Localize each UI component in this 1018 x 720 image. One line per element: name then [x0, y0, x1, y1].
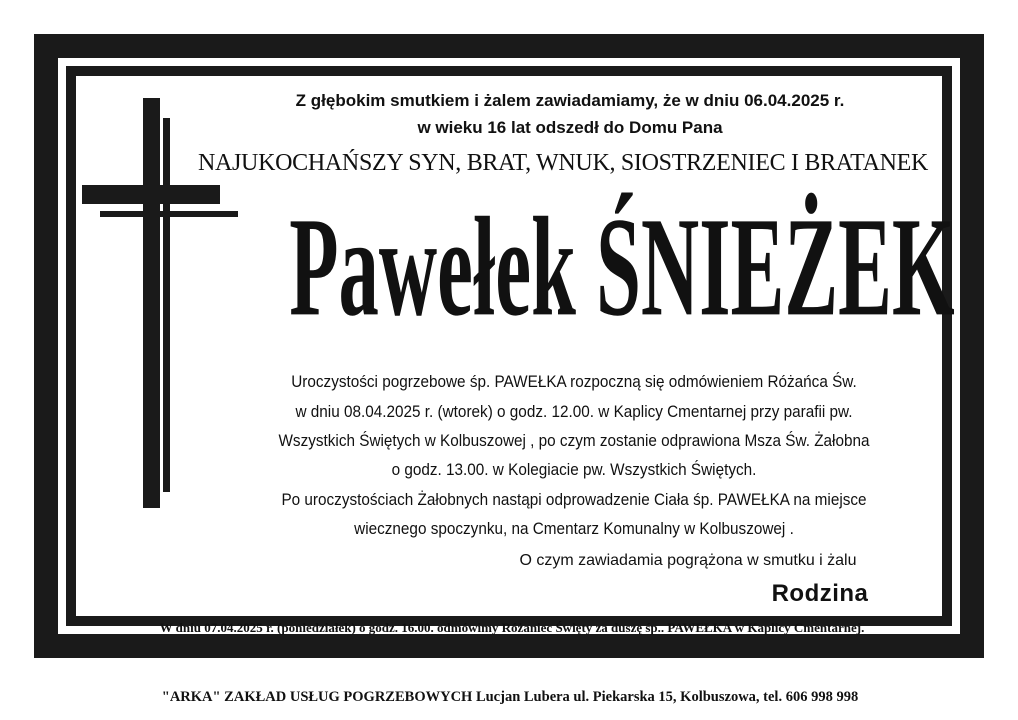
- intro-line-2: w wieku 16 lat odszedł do Domu Pana: [417, 118, 723, 137]
- cross-horizontal-bar: [82, 185, 220, 204]
- family-signature: Rodzina: [771, 580, 869, 607]
- funeral-details-line: Wszystkich Świętych w Kolbuszowej , po czym zostanie odprawiona Msza Św. Żałobna: [278, 431, 870, 450]
- funeral-details-line: wiecznego spoczynku, na Cmentarz Komunalny w Kolbuszowej .: [354, 519, 794, 538]
- funeral-details-line: w dniu 08.04.2025 r. (wtorek) o godz. 12.00. w Kaplicy Cmentarnej przy parafii pw.: [295, 402, 853, 421]
- funeral-details-line: Po uroczystościach Żałobnych nastąpi odprowadzenie Ciała śp. PAWEŁKA na miejsce: [281, 490, 867, 509]
- relations-line: NAJUKOCHAŃSZY SYN, BRAT, WNUK, SIOSTRZENIEC I BRATANEK: [197, 150, 929, 176]
- notify-line: O czym zawiadamia pogrążona w smutku i żalu: [519, 552, 857, 569]
- cross-horizontal-shadow: [100, 211, 238, 217]
- funeral-details-line: Uroczystości pogrzebowe śp. PAWEŁKA rozpoczną się odmówieniem Różańca Św.: [291, 372, 857, 391]
- cross-vertical-shadow: [163, 118, 170, 492]
- rosary-note: W dniu 07.04.2025 r. (poniedziałek) o godz. 16.00. odmówimy Różaniec Święty za duszę śp.. PAWEŁKA w Kaplicy Cmentarnej.: [159, 620, 865, 635]
- deceased-name: Pawełek ŚNIEŻEK: [289, 187, 955, 346]
- intro-line-1: Z głębokim smutkiem i żalem zawiadamiamy, że w dniu 06.04.2025 r.: [295, 91, 845, 110]
- cross-vertical-bar: [143, 98, 160, 508]
- funeral-home-footer: "ARKA" ZAKŁAD USŁUG POGRZEBOWYCH Lucjan Lubera ul. Piekarska 15, Kolbuszowa, tel. 606 998 998: [161, 689, 859, 705]
- funeral-details-line: o godz. 13.00. w Kolegiacie pw. Wszystkich Świętych.: [391, 460, 757, 479]
